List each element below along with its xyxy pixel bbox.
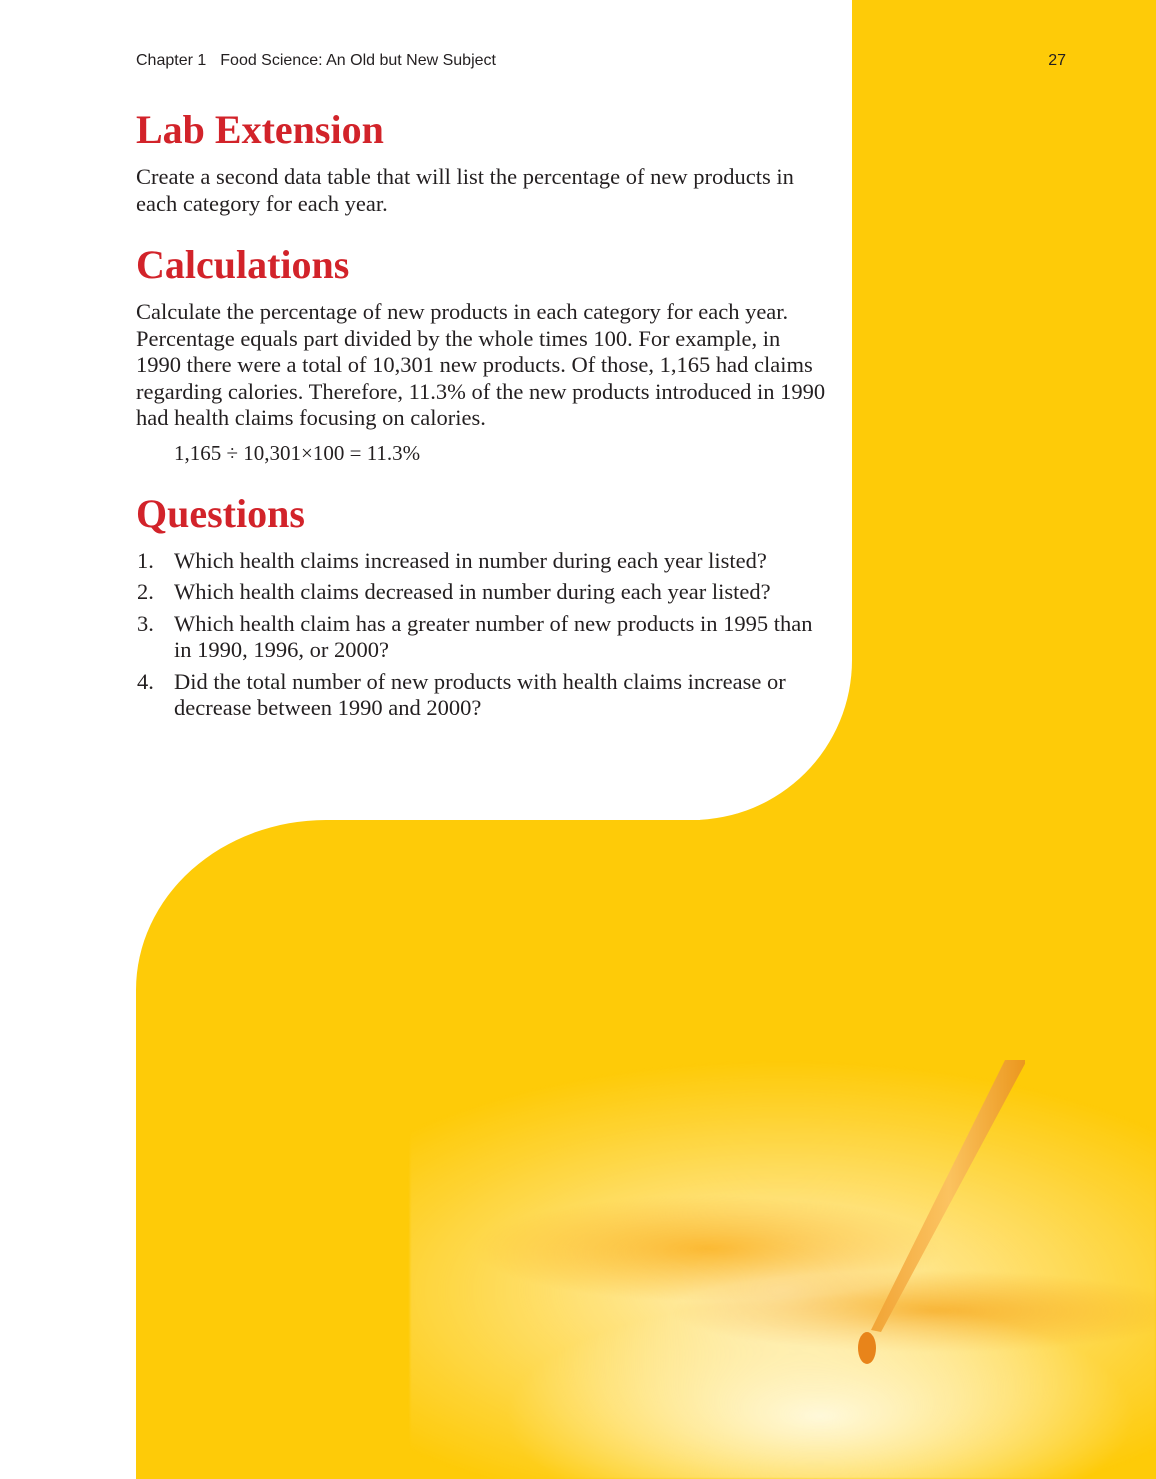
question-text: Which health claim has a greater number of new products in 1995 than in 1990, 1996, or 2000? — [174, 610, 813, 662]
chapter-title: Food Science: An Old but New Subject — [220, 52, 496, 69]
lab-extension-text: Create a second data table that will list the percentage of new products in each category for each year. — [136, 164, 794, 216]
question-number: 4. — [137, 668, 154, 694]
question-text: Which health claims increased in number during each year listed? — [174, 547, 767, 573]
petri-dish-photo — [410, 1060, 1156, 1479]
calculation-formula: 1,165 ÷ 10,301×100 = 11.3% — [174, 440, 421, 465]
pipette-icon — [855, 1060, 1025, 1380]
lab-extension-heading: Lab Extension — [136, 107, 384, 152]
main-content — [136, 100, 826, 727]
page-number: 27 — [1048, 52, 1066, 69]
question-item — [136, 548, 826, 575]
chapter-reference — [136, 52, 496, 70]
calculations-text: Calculate the percentage of new products in each category for each year. Percentage equals part divided by the whole times 100. For example, in 1990 there were a total of 10,301 new products. Of those, 1,165 had claims regarding calories. Therefore, 11.3% of the new products introduced in 1990 had health claims focusing on calories. — [136, 299, 826, 430]
question-number: 3. — [137, 610, 154, 636]
questions-section — [136, 484, 826, 722]
question-text: Did the total number of new products with health claims increase or decrease between 1990 and 2000? — [174, 668, 786, 720]
running-header — [136, 52, 1066, 70]
question-item — [136, 669, 826, 722]
question-item — [136, 611, 826, 664]
lab-extension-section — [136, 100, 826, 217]
question-item — [136, 579, 826, 606]
chapter-label: Chapter 1 — [136, 52, 207, 69]
questions-list — [136, 548, 826, 722]
question-text: Which health claims decreased in number during each year listed? — [174, 579, 771, 604]
calculations-section — [136, 235, 826, 466]
calculations-heading: Calculations — [136, 242, 350, 287]
question-number: 2. — [137, 579, 154, 604]
questions-heading: Questions — [136, 490, 305, 536]
question-number: 1. — [137, 547, 154, 573]
